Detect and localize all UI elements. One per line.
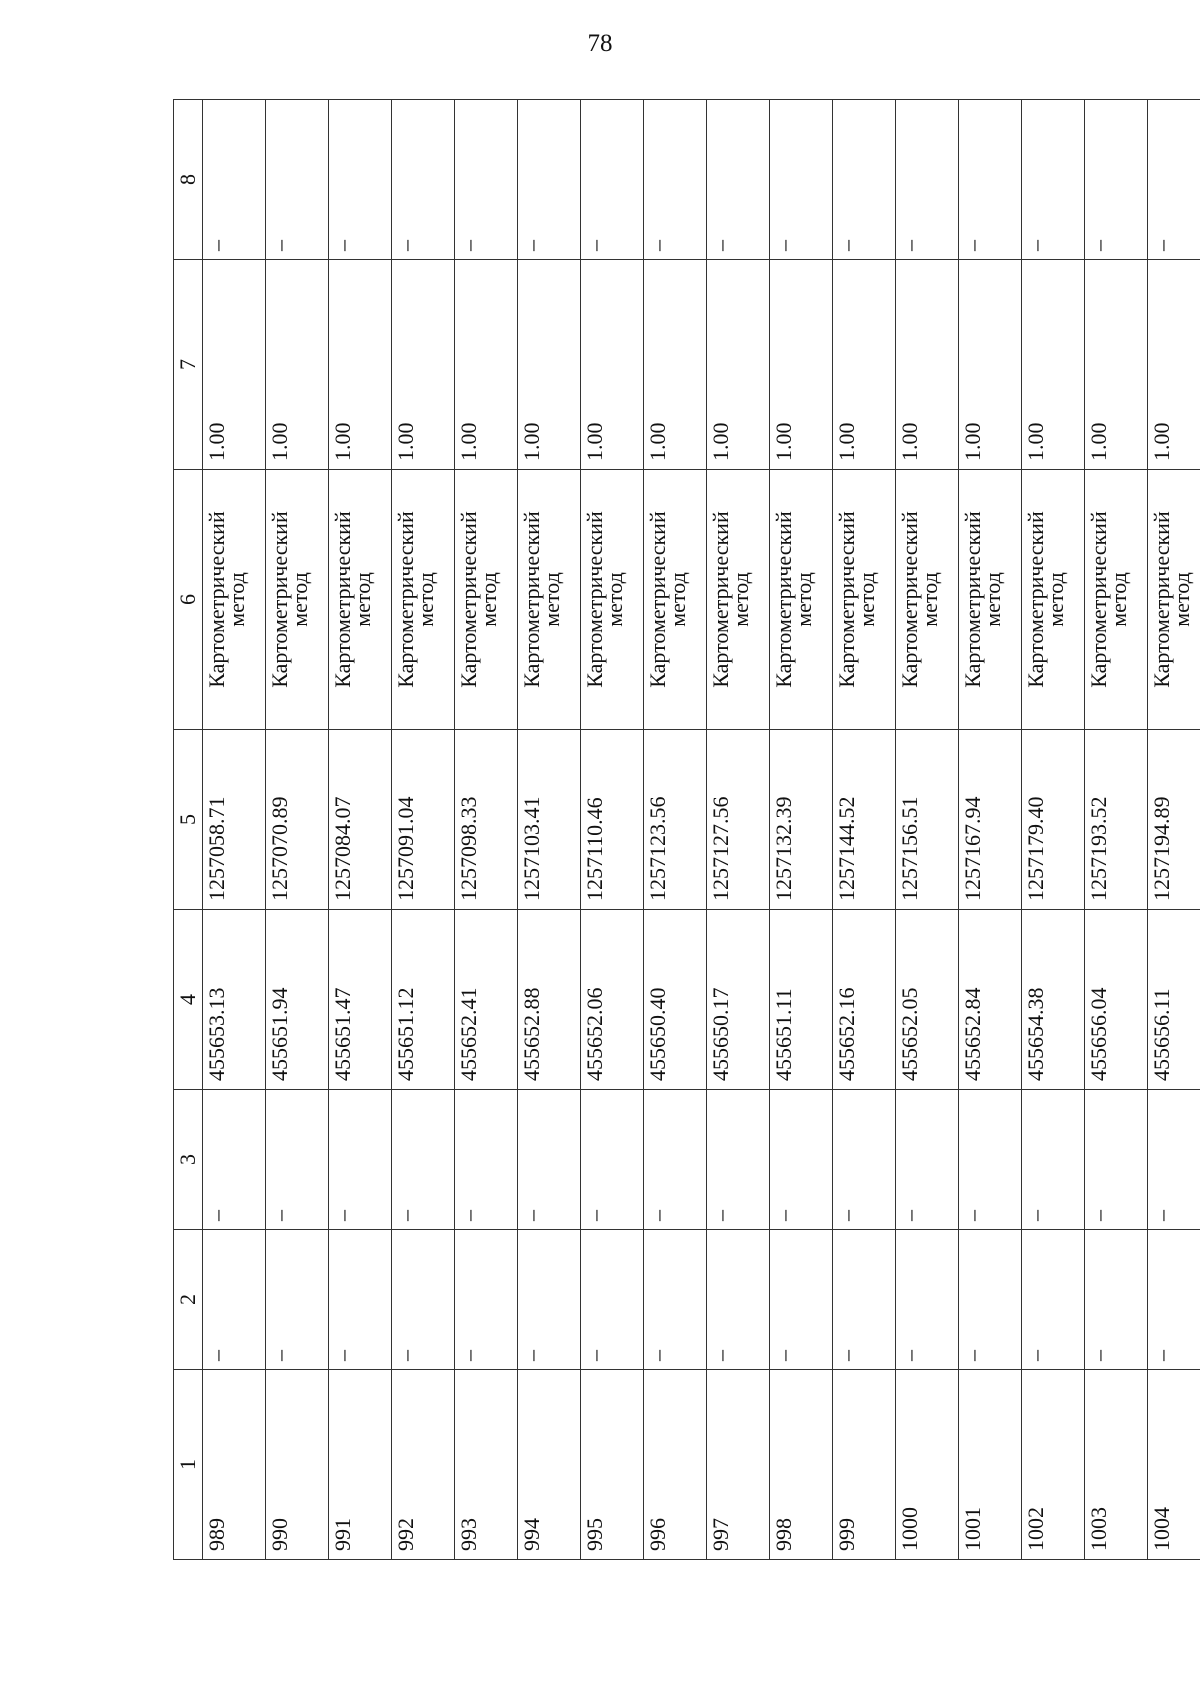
col8-cell: – [266, 100, 329, 260]
table-row [329, 100, 392, 1560]
coordinate-x-cell: 455650.17 [707, 910, 770, 1090]
table-row [518, 100, 581, 1560]
col3-cell: – [896, 1090, 959, 1230]
point-number-cell: 999 [833, 1370, 896, 1560]
coordinate-x-cell: 455652.16 [833, 910, 896, 1090]
coordinate-x-cell: 455651.47 [329, 910, 392, 1090]
method-line-1: Картометрический [393, 511, 418, 688]
accuracy-cell: 1.00 [896, 260, 959, 470]
coordinate-x-cell: 455652.84 [959, 910, 1022, 1090]
coordinate-x-cell: 455650.40 [644, 910, 707, 1090]
accuracy-cell: 1.00 [329, 260, 392, 470]
accuracy-cell: 1.00 [707, 260, 770, 470]
method-line-1: Картометрический [330, 511, 355, 688]
table-row [581, 100, 644, 1560]
table-row [392, 100, 455, 1560]
method-cell [644, 470, 707, 730]
col8-cell: – [329, 100, 392, 260]
point-number-cell: 1004 [1148, 1370, 1200, 1560]
method-line-1: Картометрический [1086, 511, 1111, 688]
table-row [770, 100, 833, 1560]
method-line-2: метод [665, 572, 690, 627]
coordinate-x-cell: 455654.38 [1022, 910, 1085, 1090]
method-line-1: Картометрический [519, 511, 544, 688]
point-number-cell: 995 [581, 1370, 644, 1560]
method-line-2: метод [539, 572, 564, 627]
method-cell [1022, 470, 1085, 730]
coordinate-y-cell: 1257132.39 [770, 730, 833, 910]
column-header: 4 [174, 910, 203, 1090]
method-line-1: Картометрический [204, 511, 229, 688]
col8-cell: – [644, 100, 707, 260]
accuracy-cell: 1.00 [518, 260, 581, 470]
accuracy-cell: 1.00 [1085, 260, 1148, 470]
point-number-cell: 998 [770, 1370, 833, 1560]
column-header: 2 [174, 1230, 203, 1370]
point-number-cell: 1003 [1085, 1370, 1148, 1560]
method-cell [707, 470, 770, 730]
col3-cell: – [203, 1090, 266, 1230]
col8-cell: – [833, 100, 896, 260]
col8-cell: – [392, 100, 455, 260]
col3-cell: – [770, 1090, 833, 1230]
method-cell [833, 470, 896, 730]
col2-cell: – [1022, 1230, 1085, 1370]
accuracy-cell: 1.00 [392, 260, 455, 470]
col3-cell: – [392, 1090, 455, 1230]
accuracy-cell: 1.00 [266, 260, 329, 470]
coordinate-y-cell: 1257123.56 [644, 730, 707, 910]
coordinate-x-cell: 455652.88 [518, 910, 581, 1090]
col3-cell: – [833, 1090, 896, 1230]
method-line-1: Картометрический [456, 511, 481, 688]
method-cell [896, 470, 959, 730]
point-number-cell: 992 [392, 1370, 455, 1560]
col8-cell: – [707, 100, 770, 260]
method-line-2: метод [224, 572, 249, 627]
table-row [833, 100, 896, 1560]
coordinate-y-cell: 1257058.71 [203, 730, 266, 910]
method-line-2: метод [476, 572, 501, 627]
col3-cell: – [329, 1090, 392, 1230]
coordinate-x-cell: 455652.05 [896, 910, 959, 1090]
col2-cell: – [455, 1230, 518, 1370]
col8-cell: – [770, 100, 833, 260]
table-row [707, 100, 770, 1560]
col2-cell: – [581, 1230, 644, 1370]
col3-cell: – [581, 1090, 644, 1230]
method-cell [329, 470, 392, 730]
point-number-cell: 990 [266, 1370, 329, 1560]
table-row [1085, 100, 1148, 1560]
col2-cell: – [329, 1230, 392, 1370]
col2-cell: – [644, 1230, 707, 1370]
col8-cell: – [1148, 100, 1200, 260]
method-line-1: Картометрический [834, 511, 859, 688]
method-line-2: метод [1169, 572, 1194, 627]
col8-cell: – [896, 100, 959, 260]
method-cell [518, 470, 581, 730]
method-cell [392, 470, 455, 730]
col8-cell: – [1085, 100, 1148, 260]
method-line-1: Картометрический [1149, 511, 1174, 688]
coordinate-x-cell: 455651.11 [770, 910, 833, 1090]
coordinate-y-cell: 1257098.33 [455, 730, 518, 910]
method-line-1: Картометрический [582, 511, 607, 688]
col3-cell: – [1085, 1090, 1148, 1230]
coordinate-x-cell: 455651.12 [392, 910, 455, 1090]
point-number-cell: 1002 [1022, 1370, 1085, 1560]
col2-cell: – [203, 1230, 266, 1370]
col8-cell: – [203, 100, 266, 260]
col8-cell: – [581, 100, 644, 260]
point-number-cell: 1001 [959, 1370, 1022, 1560]
col3-cell: – [959, 1090, 1022, 1230]
point-number-cell: 994 [518, 1370, 581, 1560]
table-row [455, 100, 518, 1560]
col8-cell: – [455, 100, 518, 260]
method-line-1: Картометрический [708, 511, 733, 688]
accuracy-cell: 1.00 [959, 260, 1022, 470]
column-header: 1 [174, 1370, 203, 1560]
coordinate-y-cell: 1257127.56 [707, 730, 770, 910]
col3-cell: – [1022, 1090, 1085, 1230]
method-line-2: метод [791, 572, 816, 627]
method-cell [581, 470, 644, 730]
coordinate-y-cell: 1257070.89 [266, 730, 329, 910]
method-line-2: метод [413, 572, 438, 627]
col2-cell: – [518, 1230, 581, 1370]
method-line-1: Картометрический [645, 511, 670, 688]
column-header: 6 [174, 470, 203, 730]
method-line-2: метод [1043, 572, 1068, 627]
col8-cell: – [1022, 100, 1085, 260]
point-number-cell: 991 [329, 1370, 392, 1560]
method-line-2: метод [980, 572, 1005, 627]
table-row [203, 100, 266, 1560]
accuracy-cell: 1.00 [1022, 260, 1085, 470]
col3-cell: – [644, 1090, 707, 1230]
method-line-1: Картометрический [267, 511, 292, 688]
point-number-cell: 1000 [896, 1370, 959, 1560]
col3-cell: – [266, 1090, 329, 1230]
column-header: 7 [174, 260, 203, 470]
method-cell [266, 470, 329, 730]
table-row [1148, 100, 1200, 1560]
col3-cell: – [455, 1090, 518, 1230]
accuracy-cell: 1.00 [833, 260, 896, 470]
coordinate-y-cell: 1257193.52 [1085, 730, 1148, 910]
accuracy-cell: 1.00 [644, 260, 707, 470]
column-header: 8 [174, 100, 203, 260]
col2-cell: – [833, 1230, 896, 1370]
table-header-row [174, 100, 203, 1560]
method-cell [203, 470, 266, 730]
point-number-cell: 993 [455, 1370, 518, 1560]
col2-cell: – [1148, 1230, 1200, 1370]
accuracy-cell: 1.00 [770, 260, 833, 470]
table-row [1022, 100, 1085, 1560]
method-line-1: Картометрический [771, 511, 796, 688]
method-cell [770, 470, 833, 730]
coordinate-x-cell: 455656.04 [1085, 910, 1148, 1090]
coordinate-y-cell: 1257084.07 [329, 730, 392, 910]
col3-cell: – [518, 1090, 581, 1230]
coordinate-x-cell: 455653.13 [203, 910, 266, 1090]
table-row [959, 100, 1022, 1560]
col8-cell: – [959, 100, 1022, 260]
method-line-2: метод [350, 572, 375, 627]
point-number-cell: 997 [707, 1370, 770, 1560]
coordinate-y-cell: 1257167.94 [959, 730, 1022, 910]
coordinate-y-cell: 1257156.51 [896, 730, 959, 910]
coordinate-y-cell: 1257194.89 [1148, 730, 1200, 910]
accuracy-cell: 1.00 [203, 260, 266, 470]
coordinate-x-cell: 455652.41 [455, 910, 518, 1090]
col3-cell: – [1148, 1090, 1200, 1230]
point-number-cell: 989 [203, 1370, 266, 1560]
col2-cell: – [1085, 1230, 1148, 1370]
table-row [644, 100, 707, 1560]
method-line-2: метод [1106, 572, 1131, 627]
coordinate-y-cell: 1257091.04 [392, 730, 455, 910]
method-line-2: метод [602, 572, 627, 627]
col3-cell: – [707, 1090, 770, 1230]
rotated-table-wrapper [173, 100, 1194, 1560]
table-row [896, 100, 959, 1560]
point-number-cell: 996 [644, 1370, 707, 1560]
coordinate-y-cell: 1257110.46 [581, 730, 644, 910]
coordinate-x-cell: 455656.11 [1148, 910, 1200, 1090]
coordinate-y-cell: 1257179.40 [1022, 730, 1085, 910]
method-line-1: Картометрический [1023, 511, 1048, 688]
coordinate-x-cell: 455652.06 [581, 910, 644, 1090]
coordinate-y-cell: 1257103.41 [518, 730, 581, 910]
method-cell [959, 470, 1022, 730]
coordinate-y-cell: 1257144.52 [833, 730, 896, 910]
col2-cell: – [392, 1230, 455, 1370]
table-row [266, 100, 329, 1560]
accuracy-cell: 1.00 [1148, 260, 1200, 470]
accuracy-cell: 1.00 [455, 260, 518, 470]
column-header: 5 [174, 730, 203, 910]
method-line-2: метод [728, 572, 753, 627]
col2-cell: – [770, 1230, 833, 1370]
column-header: 3 [174, 1090, 203, 1230]
col8-cell: – [518, 100, 581, 260]
table-body [203, 100, 1200, 1560]
method-line-2: метод [287, 572, 312, 627]
col2-cell: – [959, 1230, 1022, 1370]
method-cell [1085, 470, 1148, 730]
method-cell [1148, 470, 1200, 730]
method-cell [455, 470, 518, 730]
col2-cell: – [707, 1230, 770, 1370]
method-line-2: метод [917, 572, 942, 627]
coordinate-x-cell: 455651.94 [266, 910, 329, 1090]
accuracy-cell: 1.00 [581, 260, 644, 470]
page-number: 78 [587, 30, 613, 57]
coordinates-table [173, 99, 1200, 1560]
col2-cell: – [266, 1230, 329, 1370]
method-line-2: метод [854, 572, 879, 627]
method-line-1: Картометрический [897, 511, 922, 688]
col2-cell: – [896, 1230, 959, 1370]
method-line-1: Картометрический [960, 511, 985, 688]
